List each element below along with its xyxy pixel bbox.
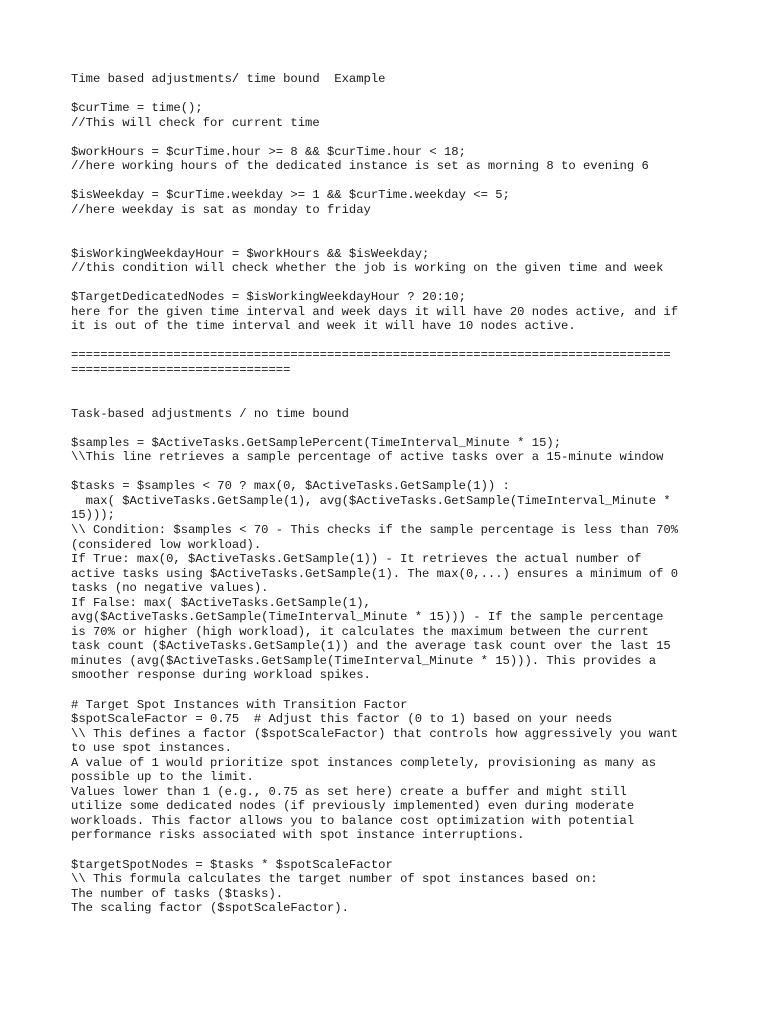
text-line: The scaling factor ($spotScaleFactor). (71, 901, 349, 916)
text-line: active tasks using $ActiveTasks.GetSample(1). The max(0,...) ensures a minimum of 0 (71, 566, 679, 581)
text-line: //This will check for current time (71, 115, 320, 130)
text-line: $curTime = time(); (71, 101, 203, 116)
text-line: tasks (no negative values). (71, 581, 269, 596)
text-line: $TargetDedicatedNodes = $isWorkingWeekdayHour ? 20:10; (71, 290, 466, 305)
text-line: smoother response during workload spikes. (71, 668, 371, 683)
blank-line (71, 421, 711, 436)
text-line: //here weekday is sat as monday to friday (71, 202, 371, 217)
text-line: $spotScaleFactor = 0.75 # Adjust this factor (0 to 1) based on your needs (71, 712, 613, 727)
text-line: # Target Spot Instances with Transition Factor (71, 697, 408, 712)
blank-line (71, 276, 711, 291)
text-line: \\ Condition: $samples < 70 - This checks if the sample percentage is less than 70% (71, 522, 679, 537)
blank-line (71, 87, 711, 102)
blank-line (71, 843, 711, 858)
text-line: \\ This defines a factor ($spotScaleFactor) that controls how aggressively you want (71, 726, 679, 741)
text-line: Time based adjustments/ time bound Example (71, 72, 386, 86)
text-line: //here working hours of the dedicated instance is set as morning 8 to evening 6 (71, 159, 649, 174)
blank-line (71, 334, 711, 349)
text-line: Values lower than 1 (e.g., 0.75 as set here) create a buffer and might still (71, 784, 627, 799)
text-line: utilize some dedicated nodes (if previously implemented) even during moderate (71, 799, 635, 814)
text-line: //this condition will check whether the job is working on the given time and week (71, 261, 664, 276)
text-line: avg($ActiveTasks.GetSample(TimeInterval_Minute * 15))) - If the sample percentage (71, 610, 664, 625)
text-line: it is out of the time interval and week it will have 10 nodes active. (71, 319, 576, 334)
text-line: is 70% or higher (high workload), it calculates the maximum between the current (71, 624, 649, 639)
text-line: performance risks associated with spot instance interruptions. (71, 828, 525, 843)
blank-line (71, 217, 711, 232)
text-line: $isWeekday = $curTime.weekday >= 1 && $curTime.weekday <= 5; (71, 188, 510, 203)
blank-line (71, 683, 711, 698)
text-line: Task-based adjustments / no time bound (71, 406, 349, 421)
text-line: task count ($ActiveTasks.GetSample(1)) and the average task count over the last 15 (71, 639, 671, 654)
text-line: workloads. This factor allows you to balance cost optimization with potential (71, 813, 635, 828)
text-line: $tasks = $samples < 70 ? max(0, $ActiveTasks.GetSample(1)) : (71, 479, 510, 494)
text-line: \\This line retrieves a sample percentage of active tasks over a 15-minute window (71, 450, 664, 465)
text-line: ============================== (71, 362, 291, 377)
text-line: 15))); (71, 508, 115, 523)
blank-line (71, 377, 711, 392)
text-line: $isWorkingWeekdayHour = $workHours && $isWeekday; (71, 246, 430, 261)
blank-line (71, 392, 711, 407)
text-line: A value of 1 would prioritize spot instances completely, provisioning as many as (71, 755, 657, 770)
text-line: \\ This formula calculates the target number of spot instances based on: (71, 872, 598, 887)
text-line: possible up to the limit. (71, 770, 254, 785)
text-line: $targetSpotNodes = $tasks * $spotScaleFactor (71, 857, 393, 872)
blank-line (71, 232, 711, 247)
text-line: minutes (avg($ActiveTasks.GetSample(TimeInterval_Minute * 15))). This provides a (71, 653, 657, 668)
blank-line (71, 174, 711, 189)
text-line: $workHours = $curTime.hour >= 8 && $curTime.hour < 18; (71, 144, 466, 159)
text-line: If True: max(0, $ActiveTasks.GetSample(1)) - It retrieves the actual number of (71, 552, 642, 567)
text-line: If False: max( $ActiveTasks.GetSample(1), (71, 595, 371, 610)
text-line: $samples = $ActiveTasks.GetSamplePercent(TimeInterval_Minute * 15); (71, 435, 562, 450)
text-line: The number of tasks ($tasks). (71, 886, 284, 901)
blank-line (71, 465, 711, 480)
text-line: (considered low workload). (71, 537, 262, 552)
document-body (71, 72, 711, 916)
blank-line (71, 130, 711, 145)
text-line: ================================================================================== (71, 348, 671, 363)
text-line: max( $ActiveTasks.GetSample(1), avg($ActiveTasks.GetSample(TimeInterval_Minute * (71, 493, 671, 508)
text-line: to use spot instances. (71, 741, 232, 756)
text-line: here for the given time interval and week days it will have 20 nodes active, and if (71, 304, 679, 319)
